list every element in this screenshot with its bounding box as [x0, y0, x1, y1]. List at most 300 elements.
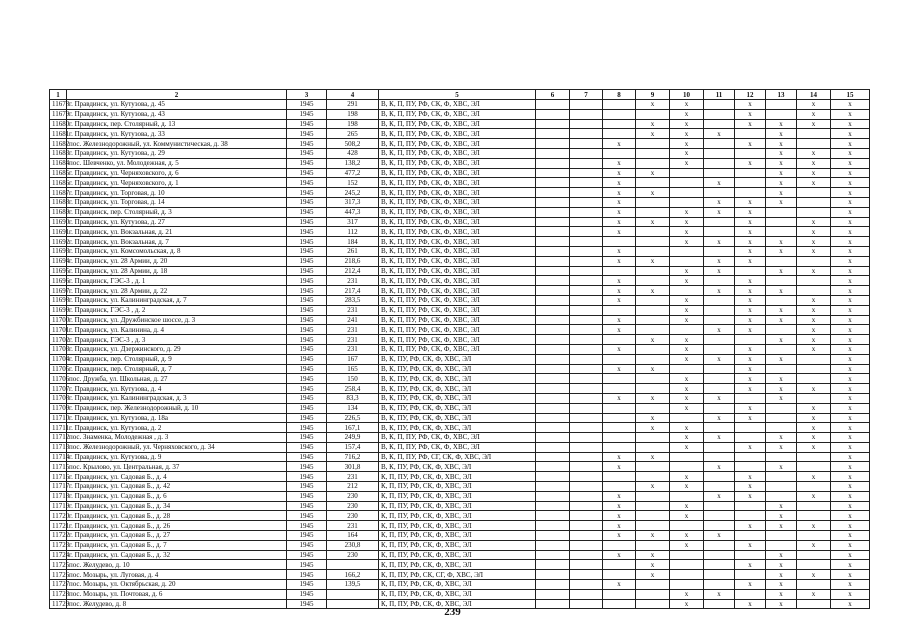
cell-col-6: [536, 433, 570, 443]
cell-area: 138,2: [327, 158, 379, 168]
cell-year: 1945: [287, 305, 327, 315]
cell-col-13: [766, 344, 797, 354]
cell-area: 265: [327, 129, 379, 139]
cell-col-7: [570, 246, 603, 256]
table-row: [50, 178, 870, 188]
cell-col-10: x: [670, 540, 704, 550]
cell-year: 1945: [287, 148, 327, 158]
cell-col-12: [735, 501, 766, 511]
cell-col-14: x: [797, 521, 831, 531]
cell-col-9: [636, 344, 670, 354]
cell-col-9: [636, 139, 670, 149]
cell-col-8: x: [603, 188, 636, 198]
cell-year: 1945: [287, 570, 327, 580]
cell-col-15: x: [831, 109, 870, 119]
cell-col-15: x: [831, 462, 870, 472]
cell-col-13: x: [766, 580, 797, 590]
cell-col-6: [536, 276, 570, 286]
cell-address: г. Правдинск, ул. Дружбинское шоссе, д. 3: [67, 315, 287, 325]
cell-col-8: x: [603, 217, 636, 227]
cell-col-13: [766, 540, 797, 550]
cell-col-9: x: [636, 119, 670, 129]
cell-col-6: [536, 335, 570, 345]
cell-col-9: x: [636, 560, 670, 570]
cell-area: 226,5: [327, 413, 379, 423]
cell-col-12: x: [735, 237, 766, 247]
cell-col-6: [536, 246, 570, 256]
cell-col-6: [536, 129, 570, 139]
cell-col-11: [704, 560, 735, 570]
cell-year: 1945: [287, 433, 327, 443]
cell-col-6: [536, 403, 570, 413]
cell-col-8: [603, 374, 636, 384]
cell-col-7: [570, 501, 603, 511]
cell-col-8: [603, 148, 636, 158]
cell-row-id: 11681: [50, 129, 67, 139]
cell-col-15: x: [831, 413, 870, 423]
cell-address: г. Правдинск, ГЭС-3 , д. 2: [67, 305, 287, 315]
cell-year: 1945: [287, 237, 327, 247]
cell-col-12: [735, 393, 766, 403]
cell-col-14: x: [797, 344, 831, 354]
cell-col-7: [570, 433, 603, 443]
cell-col-13: x: [766, 570, 797, 580]
cell-col-10: x: [670, 482, 704, 492]
cell-col-7: [570, 188, 603, 198]
cell-col-11: x: [704, 433, 735, 443]
cell-col-8: x: [603, 491, 636, 501]
cell-col-9: [636, 580, 670, 590]
header-cell-col-7: 7: [570, 90, 603, 100]
cell-systems: В, К, П, ПУ, РФ, СК, Ф, ХВС, ЭЛ: [379, 442, 536, 452]
cell-year: 1945: [287, 295, 327, 305]
cell-col-8: x: [603, 325, 636, 335]
cell-year: 1945: [287, 442, 327, 452]
cell-address: г. Правдинск, ул. Садовая Б., д. 42: [67, 482, 287, 492]
cell-col-12: x: [735, 403, 766, 413]
cell-address: г. Правдинск, ул. Кутузова, д. 9: [67, 452, 287, 462]
cell-year: 1945: [287, 335, 327, 345]
cell-col-10: [670, 560, 704, 570]
cell-col-11: [704, 384, 735, 394]
cell-col-12: [735, 531, 766, 541]
cell-col-14: [797, 511, 831, 521]
cell-area: 241: [327, 315, 379, 325]
cell-col-15: x: [831, 403, 870, 413]
cell-col-14: x: [797, 570, 831, 580]
cell-col-6: [536, 531, 570, 541]
cell-systems: В, К, П, ПУ, РФ, СК, Ф, ХВС, ЭЛ: [379, 217, 536, 227]
cell-col-6: [536, 197, 570, 207]
cell-col-15: x: [831, 589, 870, 599]
cell-col-10: [670, 570, 704, 580]
cell-col-10: x: [670, 129, 704, 139]
cell-col-12: [735, 168, 766, 178]
cell-col-15: x: [831, 207, 870, 217]
cell-col-6: [536, 354, 570, 364]
cell-col-13: x: [766, 197, 797, 207]
cell-year: 1945: [287, 491, 327, 501]
cell-col-7: [570, 511, 603, 521]
cell-col-10: x: [670, 384, 704, 394]
cell-systems: В, К, П, ПУ, РФ, СК, Ф, ХВС, ЭЛ: [379, 433, 536, 443]
cell-address: г. Правдинск, пер. Столярный, д. 9: [67, 354, 287, 364]
cell-col-7: [570, 119, 603, 129]
cell-col-14: [797, 560, 831, 570]
cell-col-9: x: [636, 531, 670, 541]
table-row: [50, 442, 870, 452]
cell-row-id: 11700: [50, 315, 67, 325]
cell-col-6: [536, 442, 570, 452]
cell-col-11: x: [704, 413, 735, 423]
header-cell-area: 4: [327, 90, 379, 100]
cell-area: 134: [327, 403, 379, 413]
cell-area: 231: [327, 305, 379, 315]
cell-col-10: x: [670, 599, 704, 609]
cell-col-14: x: [797, 335, 831, 345]
cell-systems: В, К, П, ПУ, РФ, СК, Ф, ХВС, ЭЛ: [379, 305, 536, 315]
table-row: [50, 364, 870, 374]
cell-year: 1945: [287, 266, 327, 276]
cell-year: 1945: [287, 315, 327, 325]
cell-address: г. Правдинск, ул. Садовая Б., д. 28: [67, 511, 287, 521]
cell-systems: В, К, П, ПУ, РФ, СК, Ф, ХВС, ЭЛ: [379, 197, 536, 207]
cell-col-14: x: [797, 148, 831, 158]
cell-col-7: [570, 472, 603, 482]
table-row: [50, 384, 870, 394]
cell-col-15: x: [831, 570, 870, 580]
cell-col-10: x: [670, 276, 704, 286]
cell-col-12: [735, 589, 766, 599]
table-body: [50, 90, 870, 609]
cell-area: 716,2: [327, 452, 379, 462]
cell-col-12: x: [735, 305, 766, 315]
cell-row-id: 11728: [50, 589, 67, 599]
cell-address: г. Правдинск, ул. Торговая, д. 14: [67, 197, 287, 207]
cell-address: г. Правдинск, пер. Столярный, д. 13: [67, 119, 287, 129]
cell-col-6: [536, 178, 570, 188]
cell-systems: В, К, ПУ, РФ, СК, Ф, ХВС, ЭЛ: [379, 374, 536, 384]
cell-col-12: [735, 452, 766, 462]
cell-col-6: [536, 550, 570, 560]
cell-col-14: [797, 580, 831, 590]
cell-row-id: 11718: [50, 491, 67, 501]
cell-col-14: x: [797, 472, 831, 482]
cell-col-9: x: [636, 335, 670, 345]
header-cell-col-13: 13: [766, 90, 797, 100]
cell-col-8: x: [603, 168, 636, 178]
table-row: [50, 501, 870, 511]
table-header-row: [50, 90, 870, 100]
cell-col-9: x: [636, 364, 670, 374]
cell-row-id: 11696: [50, 276, 67, 286]
cell-row-id: 11679: [50, 109, 67, 119]
cell-col-11: [704, 511, 735, 521]
table-row: [50, 433, 870, 443]
cell-col-14: x: [797, 403, 831, 413]
cell-col-13: x: [766, 286, 797, 296]
cell-systems: В, К, П, ПУ, РФ, СК, Ф, ХВС, ЭЛ: [379, 207, 536, 217]
cell-year: 1945: [287, 109, 327, 119]
cell-col-11: [704, 403, 735, 413]
cell-col-10: [670, 286, 704, 296]
cell-systems: К, П, ПУ, РФ, СК, Ф, ХВС, ЭЛ: [379, 540, 536, 550]
cell-col-13: x: [766, 119, 797, 129]
cell-year: 1945: [287, 403, 327, 413]
cell-systems: В, К, ПУ, РФ, СК, Ф, ХВС, ЭЛ: [379, 462, 536, 472]
cell-col-15: x: [831, 560, 870, 570]
cell-col-10: x: [670, 344, 704, 354]
cell-row-id: 11720: [50, 511, 67, 521]
cell-systems: К, П, ПУ, РФ, СК, Ф, ХВС, ЭЛ: [379, 580, 536, 590]
cell-address: г. Правдинск, ул. Садовая Б., д. 26: [67, 521, 287, 531]
cell-col-9: [636, 540, 670, 550]
cell-address: г. Правдинск, ул. 28 Армии, д. 18: [67, 266, 287, 276]
cell-col-10: [670, 256, 704, 266]
cell-col-8: x: [603, 286, 636, 296]
cell-col-13: [766, 325, 797, 335]
cell-col-10: x: [670, 295, 704, 305]
table-row: [50, 462, 870, 472]
table-row: [50, 354, 870, 364]
cell-area: 231: [327, 276, 379, 286]
cell-col-14: x: [797, 491, 831, 501]
cell-year: 1945: [287, 119, 327, 129]
cell-col-14: [797, 462, 831, 472]
cell-col-12: [735, 423, 766, 433]
cell-col-6: [536, 315, 570, 325]
cell-col-9: [636, 442, 670, 452]
cell-col-15: x: [831, 266, 870, 276]
cell-systems: В, К, ПУ, РФ, СК, Ф, ХВС, ЭЛ: [379, 384, 536, 394]
cell-col-15: x: [831, 237, 870, 247]
table-row: [50, 119, 870, 129]
cell-col-10: x: [670, 531, 704, 541]
cell-area: 230: [327, 511, 379, 521]
cell-col-11: [704, 364, 735, 374]
cell-col-8: x: [603, 344, 636, 354]
cell-col-11: x: [704, 531, 735, 541]
cell-systems: В, К, П, ПУ, РФ, СГ, СК, Ф, ХВС, ЭЛ: [379, 452, 536, 462]
cell-address: г. Правдинск, ул. Садовая Б., д. 6: [67, 491, 287, 501]
cell-col-11: [704, 344, 735, 354]
cell-row-id: 11725: [50, 560, 67, 570]
cell-col-9: [636, 207, 670, 217]
cell-row-id: 11685: [50, 168, 67, 178]
cell-col-15: x: [831, 452, 870, 462]
table-row: [50, 344, 870, 354]
cell-col-8: [603, 266, 636, 276]
cell-col-10: x: [670, 158, 704, 168]
cell-year: 1945: [287, 580, 327, 590]
cell-col-12: x: [735, 442, 766, 452]
cell-col-10: x: [670, 393, 704, 403]
cell-year: 1945: [287, 286, 327, 296]
cell-col-13: [766, 109, 797, 119]
table-row: [50, 560, 870, 570]
cell-address: г. Правдинск, ул. Черняховского, д. 1: [67, 178, 287, 188]
cell-col-13: x: [766, 589, 797, 599]
cell-area: 230: [327, 491, 379, 501]
table-row: [50, 325, 870, 335]
cell-col-10: x: [670, 109, 704, 119]
cell-area: 198: [327, 119, 379, 129]
cell-col-12: [735, 178, 766, 188]
cell-col-6: [536, 168, 570, 178]
cell-row-id: 11729: [50, 599, 67, 609]
cell-col-12: [735, 129, 766, 139]
cell-col-11: x: [704, 266, 735, 276]
cell-area: 283,5: [327, 295, 379, 305]
cell-year: 1945: [287, 256, 327, 266]
table-row: [50, 237, 870, 247]
cell-year: 1945: [287, 129, 327, 139]
cell-col-10: [670, 521, 704, 531]
cell-col-12: x: [735, 521, 766, 531]
cell-col-12: x: [735, 540, 766, 550]
cell-row-id: 11712: [50, 433, 67, 443]
table-row: [50, 511, 870, 521]
header-cell-col-9: 9: [636, 90, 670, 100]
cell-col-15: x: [831, 393, 870, 403]
cell-col-7: [570, 580, 603, 590]
cell-col-11: [704, 188, 735, 198]
cell-col-6: [536, 384, 570, 394]
cell-area: 198: [327, 109, 379, 119]
cell-systems: В, К, ПУ, РФ, СК, Ф, ХВС, ЭЛ: [379, 354, 536, 364]
cell-col-7: [570, 413, 603, 423]
cell-col-6: [536, 501, 570, 511]
cell-row-id: 11709: [50, 403, 67, 413]
cell-col-9: x: [636, 393, 670, 403]
cell-address: г. Правдинск, ул. Вокзальная, д. 7: [67, 237, 287, 247]
cell-col-7: [570, 521, 603, 531]
cell-col-11: [704, 550, 735, 560]
cell-systems: К, П, ПУ, РФ, СК, СГ, Ф, ХВС, ЭЛ: [379, 570, 536, 580]
cell-row-id: 11702: [50, 335, 67, 345]
cell-col-9: x: [636, 217, 670, 227]
cell-col-9: x: [636, 100, 670, 110]
cell-col-9: [636, 491, 670, 501]
cell-area: 249,9: [327, 433, 379, 443]
cell-col-15: x: [831, 119, 870, 129]
cell-row-id: 11697: [50, 286, 67, 296]
cell-col-10: x: [670, 119, 704, 129]
cell-col-15: x: [831, 325, 870, 335]
cell-systems: В, К, П, ПУ, РФ, СК, Ф, ХВС, ЭЛ: [379, 256, 536, 266]
cell-col-14: [797, 139, 831, 149]
cell-col-6: [536, 325, 570, 335]
table-row: [50, 423, 870, 433]
cell-col-13: [766, 276, 797, 286]
cell-col-8: [603, 442, 636, 452]
cell-area: 230: [327, 550, 379, 560]
cell-col-10: x: [670, 217, 704, 227]
cell-col-10: [670, 452, 704, 462]
cell-col-14: x: [797, 266, 831, 276]
cell-row-id: 11721: [50, 521, 67, 531]
cell-address: г. Правдинск, ул. Кутузова, д. 45: [67, 100, 287, 110]
cell-col-13: x: [766, 305, 797, 315]
cell-col-15: x: [831, 599, 870, 609]
cell-address: г. Правдинск, пер. Железнодорожный, д. 10: [67, 403, 287, 413]
cell-area: 167: [327, 354, 379, 364]
cell-col-6: [536, 580, 570, 590]
cell-col-6: [536, 540, 570, 550]
cell-col-10: x: [670, 501, 704, 511]
cell-col-11: x: [704, 393, 735, 403]
cell-col-8: [603, 119, 636, 129]
cell-col-6: [536, 237, 570, 247]
cell-col-7: [570, 227, 603, 237]
cell-address: г. Правдинск, пер. Столярный, д. 7: [67, 364, 287, 374]
cell-col-10: x: [670, 589, 704, 599]
cell-col-14: [797, 364, 831, 374]
header-cell-col-12: 12: [735, 90, 766, 100]
cell-address: г. Правдинск, ул. Кутузова, д. 29: [67, 148, 287, 158]
cell-year: 1945: [287, 531, 327, 541]
table-row: [50, 491, 870, 501]
cell-col-8: x: [603, 295, 636, 305]
cell-col-8: x: [603, 452, 636, 462]
cell-area: 231: [327, 521, 379, 531]
cell-col-15: x: [831, 178, 870, 188]
cell-col-9: [636, 295, 670, 305]
cell-col-7: [570, 442, 603, 452]
cell-col-9: [636, 148, 670, 158]
cell-col-9: x: [636, 188, 670, 198]
cell-col-6: [536, 482, 570, 492]
cell-col-12: [735, 511, 766, 521]
cell-year: 1945: [287, 452, 327, 462]
cell-col-6: [536, 305, 570, 315]
cell-col-12: x: [735, 246, 766, 256]
cell-area: 164: [327, 531, 379, 541]
cell-col-10: [670, 325, 704, 335]
cell-col-13: [766, 295, 797, 305]
cell-col-13: [766, 256, 797, 266]
cell-row-id: 11708: [50, 393, 67, 403]
cell-area: 317: [327, 217, 379, 227]
cell-year: 1945: [287, 550, 327, 560]
cell-col-8: x: [603, 511, 636, 521]
cell-year: 1945: [287, 207, 327, 217]
table-row: [50, 521, 870, 531]
cell-row-id: 11691: [50, 227, 67, 237]
cell-col-15: x: [831, 148, 870, 158]
cell-col-11: [704, 452, 735, 462]
cell-systems: В, К, П, ПУ, РФ, СК, Ф, ХВС, ЭЛ: [379, 266, 536, 276]
header-cell-year: 3: [287, 90, 327, 100]
table-row: [50, 188, 870, 198]
cell-col-14: x: [797, 237, 831, 247]
cell-col-9: x: [636, 550, 670, 560]
cell-systems: К, П, ПУ, РФ, СК, Ф, ХВС, ЭЛ: [379, 589, 536, 599]
cell-systems: В, К, ПУ, РФ, СК, Ф, ХВС, ЭЛ: [379, 423, 536, 433]
cell-area: 447,3: [327, 207, 379, 217]
cell-col-9: [636, 266, 670, 276]
cell-col-12: x: [735, 413, 766, 423]
cell-systems: К, П, ПУ, РФ, СК, Ф, ХВС, ЭЛ: [379, 599, 536, 609]
cell-col-11: x: [704, 286, 735, 296]
cell-col-13: [766, 217, 797, 227]
table-row: [50, 168, 870, 178]
cell-col-15: x: [831, 531, 870, 541]
cell-year: 1945: [287, 521, 327, 531]
header-cell-systems: 5: [379, 90, 536, 100]
cell-col-6: [536, 109, 570, 119]
cell-col-9: [636, 384, 670, 394]
